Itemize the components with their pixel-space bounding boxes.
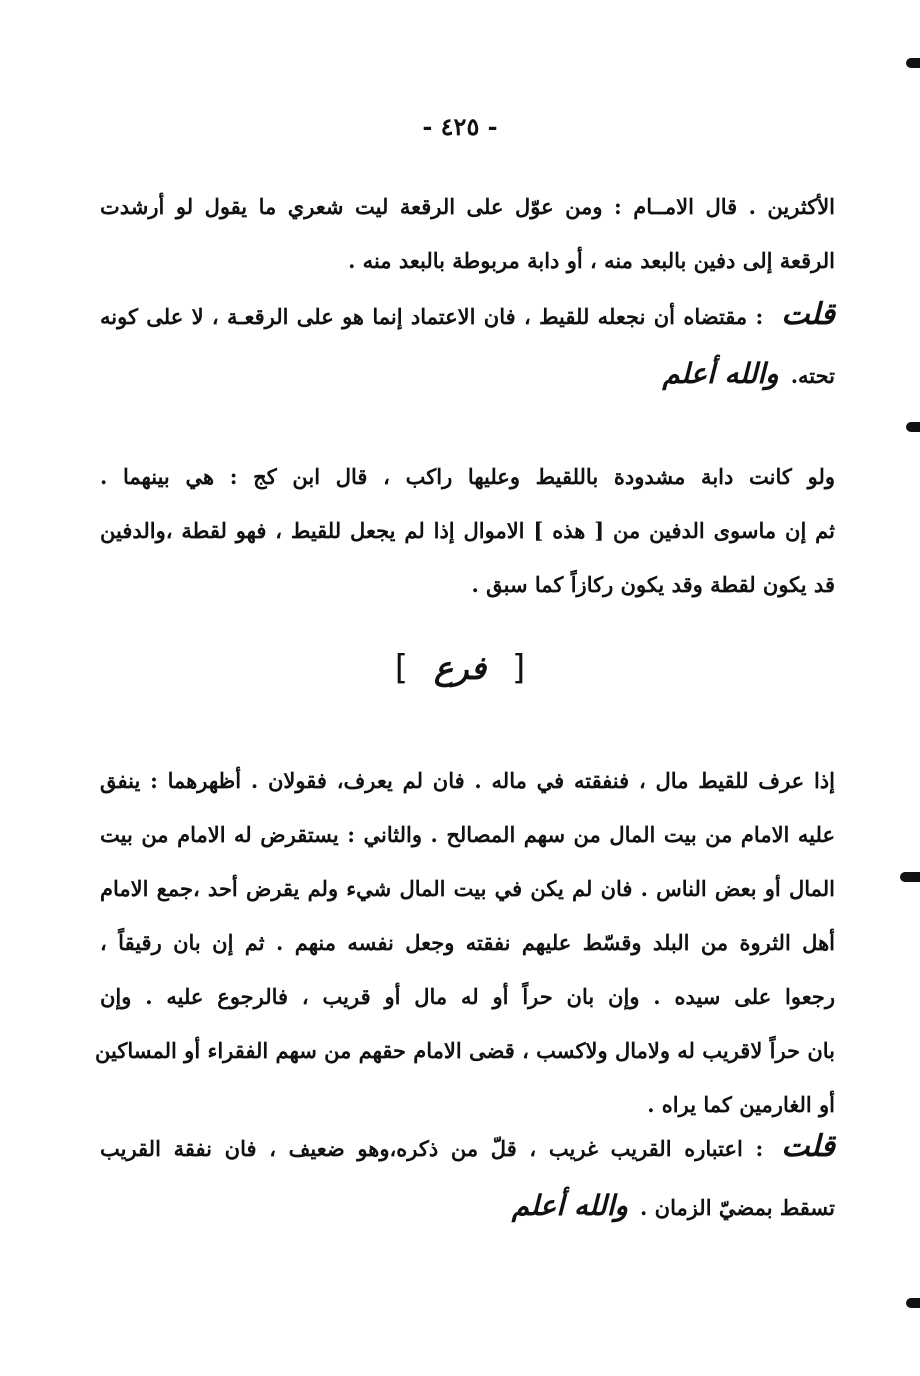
text-run: : مقتضاه أن نجعله للقيط ، فان الاعتماد إنما هو على الرقعـة ، لا على كونه: [100, 304, 764, 329]
section-heading: [0, 648, 920, 688]
text-line: [100, 288, 835, 342]
text-run: تسقط بمضيّ الزمان .: [640, 1195, 835, 1220]
text-run: : اعتباره القريب غريب ، قلّ من ذكره،وهو ضعيف ، فان نفقة القريب: [100, 1136, 764, 1161]
text-line: قد يكون لقطة وقد يكون ركازاً كما سبق .: [471, 572, 835, 597]
text-line: الرقعة إلى دفين بالبعد منه ، أو دابة مربوطة بالبعد منه .: [348, 248, 835, 273]
text-line: عليه الامام من بيت المال من سهم المصالح . والثاني : يستقرض له الامام من بيت: [100, 822, 835, 847]
qult-label: قلت: [781, 297, 835, 332]
text-line: بان حراً لاقريب له ولامال ولاكسب ، قضى الامام حقهم من سهم الفقراء أو المساكين: [95, 1038, 835, 1063]
text-line: [100, 1174, 835, 1238]
closing-formula: والله أعلم: [662, 357, 779, 390]
text-line: أهل الثروة من البلد وقسّط عليهم نفقته وجعل نفسه منهم . ثم إن بان رقيقاً ،: [100, 930, 835, 955]
section-title: فرع: [433, 649, 487, 687]
page-number: - ٤٢٥ -: [422, 112, 498, 141]
text-line: المال أو بعض الناس . فان لم يكن في بيت المال شيء ولم يقرض أحد ،جمع الامام: [100, 876, 835, 901]
closing-formula: والله أعلم: [511, 1189, 629, 1222]
text-line: [100, 342, 835, 406]
text-line: إذا عرف للقيط مال ، فنفقته في ماله . فان لم يعرف، فقولان . أظهرهما : ينفق: [100, 768, 835, 793]
text-run: تحته.: [790, 363, 835, 388]
paragraph-maintenance: [95, 754, 835, 1132]
text-line: ولو كانت دابة مشدودة باللقيط وعليها راكب ، قال ابن كج : هي بينهما .: [100, 464, 835, 489]
scan-edge-mark: [906, 58, 920, 68]
paragraph-qult-1: [100, 288, 835, 406]
paragraph-qult-2: [100, 1120, 835, 1238]
text-line: أو الغارمين كما يراه .: [647, 1092, 835, 1117]
paragraph-continuation: [100, 180, 835, 288]
open-bracket: [: [512, 648, 526, 688]
qult-label: قلت: [781, 1129, 835, 1164]
text-line: الأكثرين . قال الامــام : ومن عوّل على الرقعة ليت شعري ما يقول لو أرشدت: [100, 194, 835, 219]
scan-edge-mark: [906, 1298, 920, 1308]
close-bracket: ]: [394, 648, 408, 688]
text-line: [100, 1120, 835, 1174]
text-line: رجعوا على سيده . وإن بان حراً أو له مال أو قريب ، فالرجوع عليه . وإن: [100, 984, 835, 1009]
text-line: ثم إن ماسوى الدفين من [ هذه ] الاموال إذا لم يجعل للقيط ، فهو لقطة ،والدفين: [100, 518, 835, 543]
paragraph-riding-animal: [100, 450, 835, 612]
scan-edge-mark: [900, 872, 920, 882]
scan-edge-mark: [906, 422, 920, 432]
